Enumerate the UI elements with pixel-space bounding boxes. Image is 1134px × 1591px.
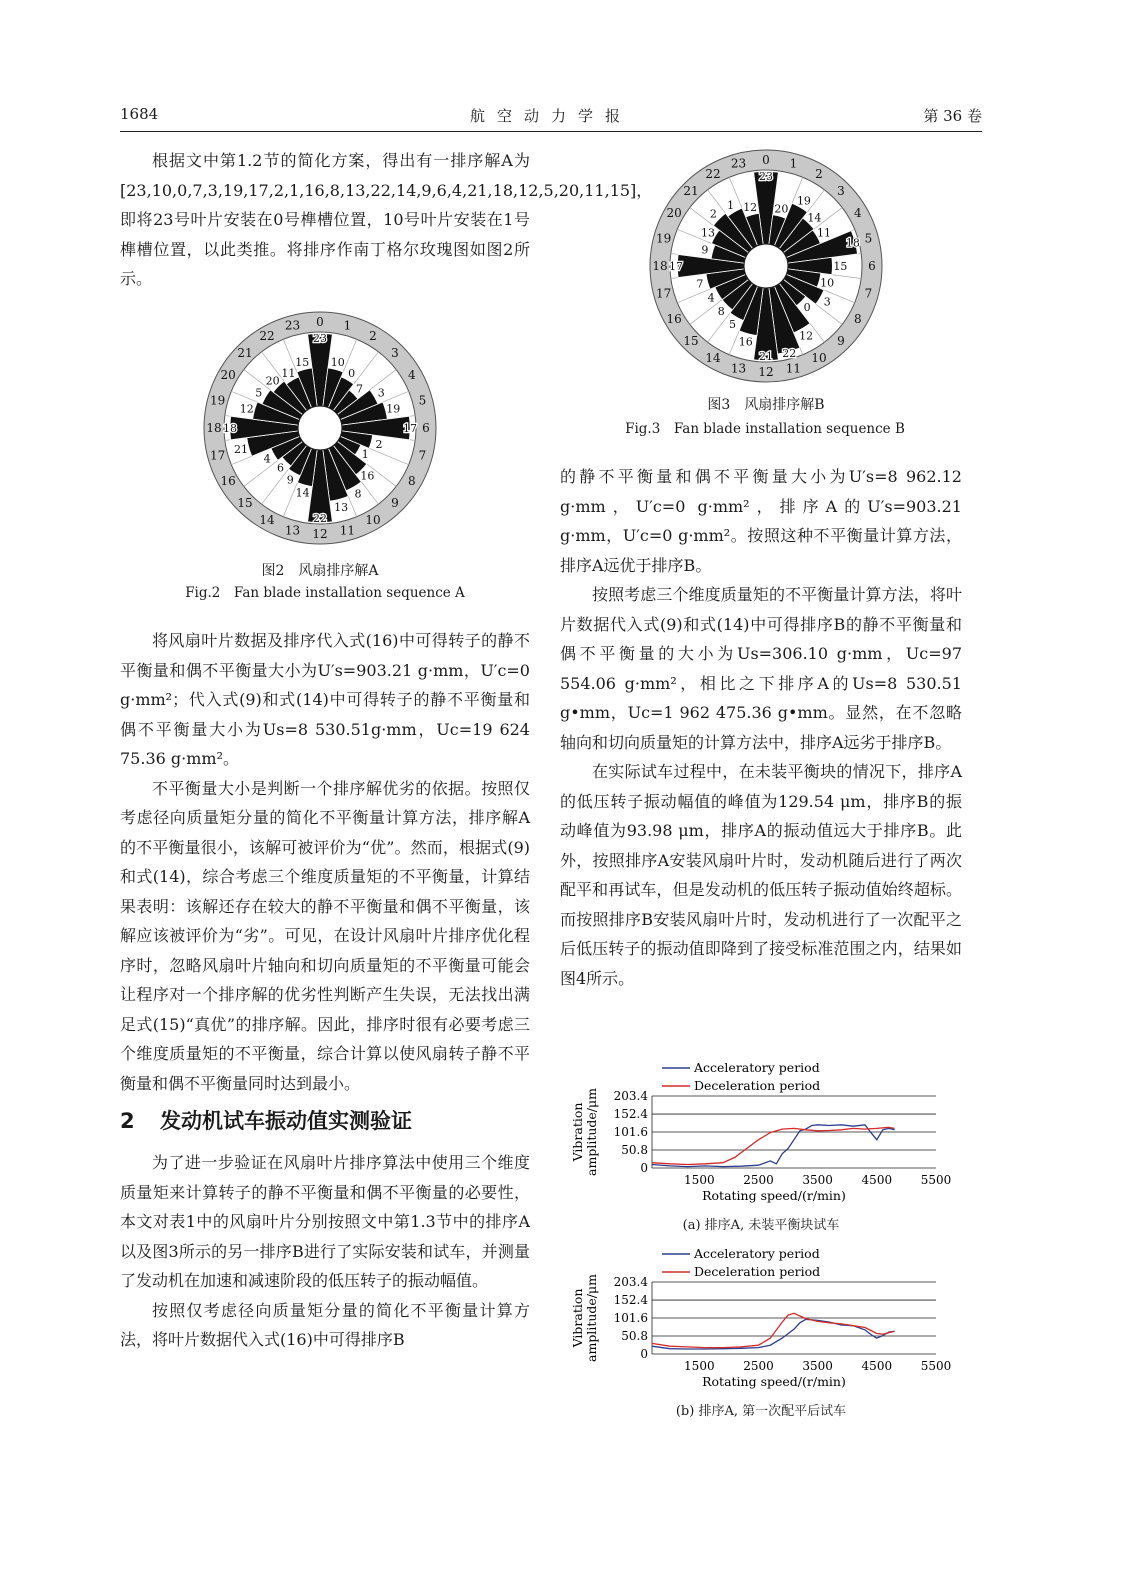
x-tick-label: 2500 [743, 1173, 774, 1187]
slot-label: 8 [853, 312, 862, 326]
blade-label: 2 [375, 437, 383, 451]
x-tick-label: 3500 [802, 1173, 833, 1187]
slot-label: 1 [789, 156, 798, 171]
slot-label: 7 [418, 448, 427, 463]
paragraph: 在实际试车过程中，在未装平衡块的情况下，排序A的低压转子振动幅值的峰值为129.54 μm，排序B的振动峰值为93.98 μm，排序A的振动值远大于排序B。此外，按照排序A安装风扇叶片时，发动机随后进行了两次配平和再试车，但是发动机的低压转子振动值始终超标。而按照排序B安装风扇叶片时，发动机进行了一次配平之后低压转子的振动值即降到了接受标准范围之内，结果如图4所示。 [560, 762, 962, 988]
y-tick-label: 50.8 [621, 1329, 648, 1344]
y-tick-label: 101.6 [613, 1125, 648, 1140]
page-number: 1684 [120, 105, 159, 123]
slot-label: 18 [652, 259, 668, 273]
blade-label: 16 [738, 335, 753, 349]
blade-label: 19 [386, 402, 401, 416]
blade-label: 21 [759, 350, 773, 363]
blade-label: 15 [833, 260, 848, 273]
slot-label: 20 [220, 368, 236, 382]
blade-label: 14 [807, 211, 822, 225]
slot-label: 17 [209, 448, 226, 463]
figure-4b [566, 1246, 956, 1419]
blade-label: 2 [709, 207, 717, 221]
figure-2 [190, 308, 450, 582]
blade-label: 1 [361, 448, 369, 462]
blade-label: 8 [354, 487, 362, 501]
blade-label: 22 [313, 512, 327, 525]
blade-label: 16 [360, 469, 375, 483]
x-tick-label: 3500 [802, 1359, 833, 1373]
blade-label: 20 [265, 374, 280, 388]
y-axis-label-unit: amplitude/μm [584, 1088, 599, 1176]
vibration-chart-b [566, 1246, 956, 1396]
blade-label: 0 [803, 301, 811, 315]
blade-label: 17 [403, 422, 417, 435]
slot-label: 0 [762, 153, 770, 167]
blade-label: 3 [377, 386, 385, 400]
slot-label: 21 [683, 184, 699, 199]
volume-label: 第 36 卷 [923, 107, 982, 125]
x-tick-label: 5500 [920, 1359, 952, 1373]
figure-3-caption-zh: 图3 风扇排序解B [707, 397, 825, 413]
journal-title: 航空动力学报 [469, 107, 632, 125]
blade-label: 4 [707, 291, 715, 305]
center-hole [744, 244, 788, 288]
x-tick-label: 1500 [684, 1173, 715, 1187]
slot-label: 5 [864, 231, 873, 246]
center-hole [298, 406, 342, 450]
slot-label: 9 [837, 333, 845, 348]
slot-label: 17 [655, 286, 672, 301]
slot-label: 4 [407, 368, 416, 382]
section-heading [120, 1106, 530, 1136]
slot-label: 9 [391, 495, 399, 510]
slot-label: 22 [705, 167, 721, 182]
y-tick-label: 0 [640, 1347, 648, 1361]
x-tick-label: 4500 [861, 1359, 893, 1373]
blade-label: 19 [796, 194, 811, 208]
figure-3-caption-en-wrap [560, 418, 970, 440]
y-tick-label: 152.4 [613, 1107, 648, 1122]
figure-4b-caption: (b) 排序A, 第一次配平后试车 [675, 1404, 847, 1419]
slot-label: 18 [206, 421, 222, 435]
slot-label: 13 [284, 523, 301, 538]
y-axis-label-unit: amplitude/μm [584, 1274, 599, 1362]
page-header [120, 103, 982, 132]
blade-label: 10 [330, 355, 345, 369]
slot-label: 14 [705, 350, 721, 365]
blade-label: 8 [717, 304, 725, 318]
blade-label: 23 [759, 170, 773, 183]
slot-label: 22 [259, 329, 275, 344]
blade-label: 6 [276, 461, 284, 475]
blade-label: 18 [223, 422, 237, 435]
paragraph: 按照考虑三个维度质量矩的不平衡量计算方法，将叶片数据代入式(9)和式(14)中可得排序B的静不平衡量和偶不平衡量的大小为Us=306.10 g·mm，Uc=97 554.06 g·mm²，相比之下排序A的Us=8 530.51 g•mm，Uc=1 962 475.36 g•mm。显然，在不忽略轴向和切向质量矩的计算方法中，排序A远劣于排序B。 [560, 585, 962, 752]
slot-label: 21 [237, 346, 253, 361]
paragraph: 的静不平衡量和偶不平衡量大小为U′s=8 962.12 g·mm，U′c=0 g·mm²，排序A的U′s=903.21 g·mm，U′c=0 g·mm²。按照这种不平衡量计算方法，排序A远优于排序B。 [560, 467, 962, 575]
rose-chart-a [195, 308, 445, 548]
blade-label: 0 [348, 367, 356, 381]
slot-label: 11 [339, 523, 356, 538]
blade-label: 5 [729, 318, 736, 332]
blade-label: 20 [774, 202, 789, 216]
blade-label: 12 [743, 201, 758, 215]
slot-label: 15 [683, 333, 699, 348]
slot-label: 23 [730, 156, 747, 171]
blade-label: 18 [845, 236, 860, 250]
y-tick-label: 101.6 [613, 1311, 648, 1326]
legend-label-accel: Acceleratory period [694, 1060, 820, 1075]
figure-2-caption-en-wrap [120, 582, 530, 604]
legend-label-accel: Acceleratory period [694, 1246, 820, 1261]
figure-4a [566, 1060, 956, 1233]
y-tick-label: 203.4 [613, 1089, 648, 1103]
series-line-decel [652, 1313, 895, 1347]
x-axis-label: Rotating speed/(r/min) [702, 1374, 846, 1389]
blade-label: 17 [669, 260, 683, 273]
slot-label: 10 [365, 512, 381, 527]
blade-label: 3 [823, 295, 831, 309]
blade-label: 13 [334, 501, 349, 515]
slot-label: 6 [868, 259, 876, 273]
slot-label: 0 [316, 315, 324, 329]
blade-label: 12 [239, 402, 254, 416]
y-tick-label: 203.4 [613, 1275, 648, 1289]
blade-label: 11 [281, 367, 296, 381]
y-tick-label: 0 [640, 1161, 648, 1175]
blade-label: 7 [356, 382, 364, 396]
section-title: 发动机试车振动值实测验证 [160, 1109, 412, 1133]
blade-label: 1 [727, 198, 735, 212]
slot-label: 3 [391, 346, 399, 361]
slot-label: 23 [284, 318, 301, 333]
blade-label: 15 [295, 355, 310, 369]
paragraph: 根据文中第1.2节的简化方案，得出有一排序解A为[23,10,0,7,3,19,17,2,1,16,8,13,22,14,9,6,4,21,18,12,5,20,11,15]，即将23号叶片安装在0号榫槽位置，10号叶片安装在1号榫槽位置，以此类推。将排序作南丁格尔玫瑰图如图2所示。 [120, 151, 653, 288]
slot-label: 5 [418, 393, 427, 408]
vibration-chart-a [566, 1060, 956, 1210]
slot-label: 3 [837, 184, 845, 199]
y-axis-label: Vibration [570, 1288, 585, 1348]
x-tick-label: 5500 [920, 1173, 952, 1187]
x-tick-label: 1500 [684, 1359, 715, 1373]
y-axis-label: Vibration [570, 1102, 585, 1162]
x-axis-label: Rotating speed/(r/min) [702, 1188, 846, 1203]
series-line-decel [652, 1127, 895, 1164]
slot-label: 7 [864, 286, 873, 301]
slot-label: 20 [666, 206, 682, 220]
slot-label: 10 [811, 350, 827, 365]
slot-label: 2 [815, 167, 823, 182]
slot-label: 2 [369, 329, 377, 344]
slot-label: 16 [220, 474, 236, 488]
slot-label: 12 [758, 365, 774, 379]
blade-label: 9 [701, 243, 709, 257]
x-tick-label: 4500 [861, 1173, 893, 1187]
figure-2-caption-zh: 图2 风扇排序解A [261, 563, 379, 579]
slot-label: 19 [209, 393, 226, 408]
y-tick-label: 50.8 [621, 1143, 648, 1158]
blade-label: 9 [286, 473, 294, 487]
slot-label: 16 [666, 312, 682, 326]
paragraph: 不平衡量大小是判断一个排序解优劣的依据。按照仅考虑径向质量矩分量的简化不平衡量计算方法，排序解A的不平衡量很小，该解可被评价为“优”。然而，根据式(9)和式(14)，综合考虑三个维度质量矩的不平衡量，计算结果表明：该解还存在较大的静不平衡量和偶不平衡量，该解应该被评价为“劣”。可见，在设计风扇叶片排序优化程序时，忽略风扇叶片轴向和切向质量矩的不平衡量可能会让程序对一个排序解的优劣性判断产生失误，无法找出满足式(15)“真优”的排序解。因此，排序时很有必要考虑三个维度质量矩的不平衡量，综合计算以使风扇转子静不平衡量和偶不平衡量同时达到最小。 [120, 778, 530, 1093]
blade-label: 7 [696, 277, 704, 291]
blade-label: 11 [817, 226, 832, 240]
slot-label: 12 [312, 527, 328, 541]
blade-label: 22 [782, 346, 797, 360]
figure-4a-caption: (a) 排序A, 未装平衡块试车 [682, 1218, 840, 1233]
slot-label: 11 [785, 361, 802, 376]
blade-label: 23 [313, 332, 327, 345]
slot-label: 15 [237, 495, 253, 510]
blade-label: 5 [255, 386, 263, 400]
blade-label: 4 [263, 452, 271, 466]
slot-label: 13 [730, 361, 747, 376]
paragraph: 为了进一步验证在风扇叶片排序算法中使用三个维度质量矩来计算转子的静不平衡量和偶不平衡量的必要性，本文对表1中的风扇叶片分别按照文中第1.3节中的排序A以及图3所示的另一排序B进行了实际安装和试车，并测量了发动机在加速和减速阶段的低压转子的振动幅值。 [120, 1153, 530, 1290]
blade-label: 21 [233, 443, 248, 457]
blade-label: 12 [799, 329, 814, 343]
left-column-top [120, 146, 653, 294]
legend-label-decel: Deceleration period [694, 1264, 821, 1279]
figure-2-caption-en: Fig.2 Fan blade installation sequence A [185, 585, 465, 601]
x-tick-label: 2500 [743, 1359, 774, 1373]
rose-chart-b [641, 146, 891, 386]
blade-label: 13 [700, 226, 715, 240]
slot-label: 6 [422, 421, 430, 435]
left-column-bottom [120, 626, 530, 1355]
slot-label: 19 [655, 231, 672, 246]
legend-label-decel: Deceleration period [694, 1078, 821, 1093]
slot-label: 4 [853, 206, 862, 220]
figure-3-caption-en: Fig.3 Fan blade installation sequence B [625, 421, 905, 437]
slot-label: 1 [343, 318, 352, 333]
paragraph: 按照仅考虑径向质量矩分量的简化不平衡量计算方法，将叶片数据代入式(16)中可得排序B [120, 1300, 530, 1349]
slot-label: 14 [259, 512, 275, 527]
blade-label: 10 [820, 276, 835, 290]
blade-label: 14 [295, 486, 310, 500]
paragraph: 将风扇叶片数据及排序代入式(16)中可得转子的静不平衡量和偶不平衡量大小为U′s=903.21 g·mm，U′c=0 g·mm²；代入式(9)和式(14)中可得转子的静不平衡量和偶不平衡量大小为Us=8 530.51g·mm，Uc=19 624 75.36 g·mm²。 [120, 631, 530, 768]
section-number: 2 [120, 1109, 135, 1133]
right-column [560, 462, 962, 993]
slot-label: 8 [407, 474, 416, 488]
y-tick-label: 152.4 [613, 1293, 648, 1308]
figure-3 [636, 146, 896, 416]
